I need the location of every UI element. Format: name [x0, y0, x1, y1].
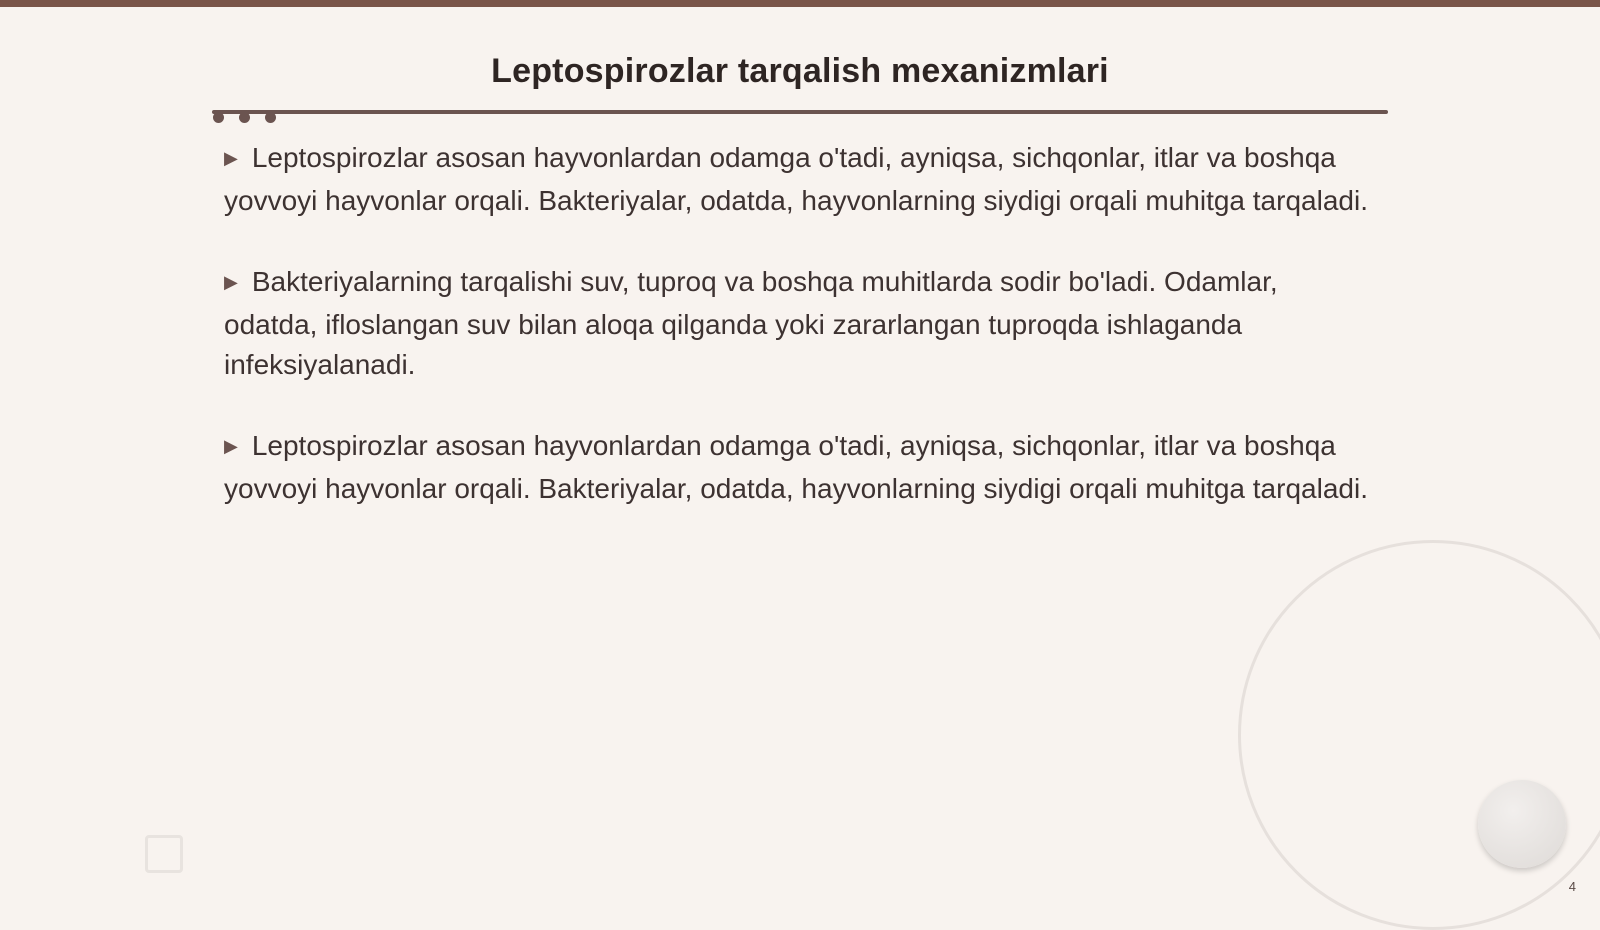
bullet-item	[224, 426, 1374, 509]
decorative-knob	[1478, 780, 1566, 868]
bullet-item	[224, 138, 1374, 221]
triangle-bullet-icon: ▶	[224, 272, 238, 292]
top-accent-bar	[0, 0, 1600, 7]
decorative-ring	[1238, 540, 1600, 930]
decorative-dot	[239, 112, 250, 123]
decorative-dot	[213, 112, 224, 123]
bullet-text: Leptospirozlar asosan hayvonlardan odamga o'tadi, ayniqsa, sichqonlar, itlar va boshqa yovvoyi hayvonlar orqali. Bakteriyalar, odatda, hayvonlarning siydigi orqali muhitga tarqaladi.	[224, 142, 1368, 216]
title-underline	[212, 110, 1388, 114]
decorative-square	[145, 835, 183, 873]
bullet-item	[224, 262, 1374, 385]
bullet-list	[224, 138, 1374, 550]
slide-title: Leptospirozlar tarqalish mexanizmlari	[491, 52, 1109, 90]
triangle-bullet-icon: ▶	[224, 436, 238, 456]
bullet-text: Bakteriyalarning tarqalishi suv, tuproq va boshqa muhitlarda sodir bo'ladi. Odamlar, odatda, ifloslangan suv bilan aloqa qilganda yoki zararlangan tuproqda ishlaganda infeksiyalanadi.	[224, 266, 1278, 380]
bullet-text: Leptospirozlar asosan hayvonlardan odamga o'tadi, ayniqsa, sichqonlar, itlar va boshqa yovvoyi hayvonlar orqali. Bakteriyalar, odatda, hayvonlarning siydigi orqali muhitga tarqaladi.	[224, 430, 1368, 504]
triangle-bullet-icon: ▶	[224, 148, 238, 168]
page-number: 4	[1568, 879, 1576, 894]
decorative-dot	[265, 112, 276, 123]
